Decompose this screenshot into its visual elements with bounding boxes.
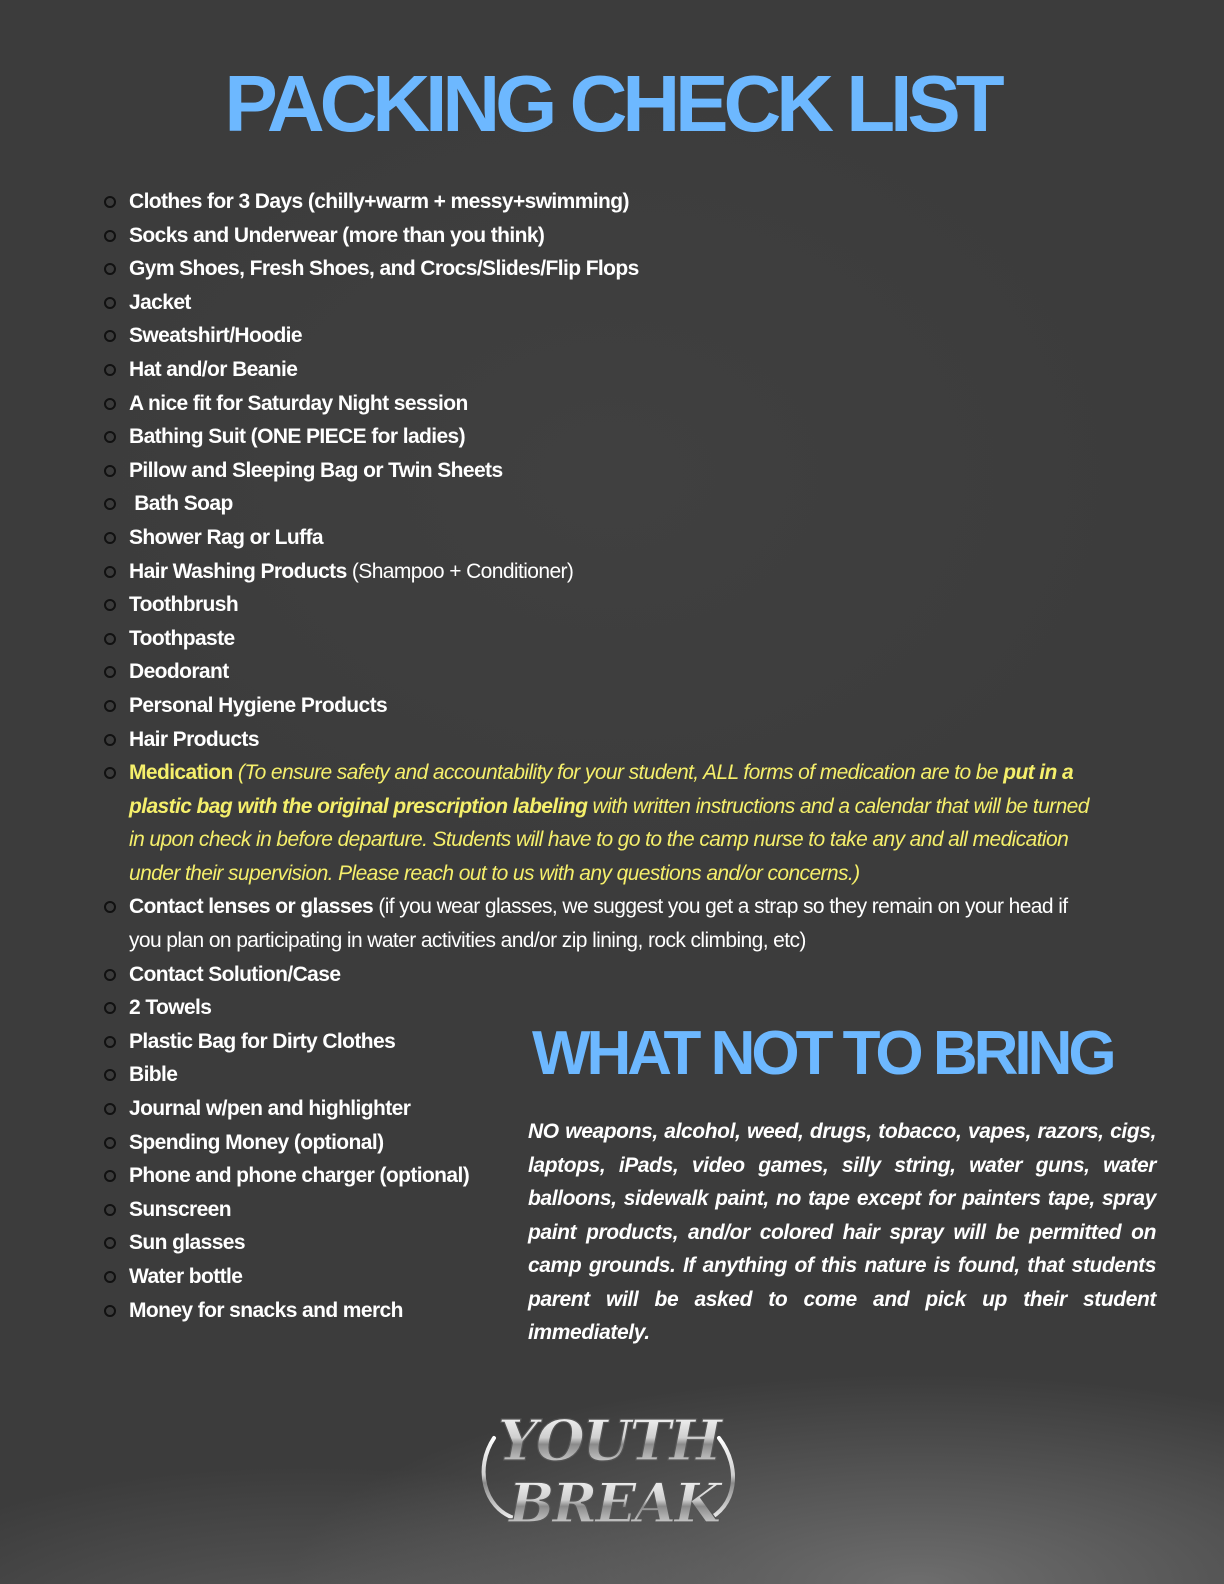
contact-lenses-item <box>104 890 1104 957</box>
medication-note-continued: with written instructions and a calendar that will be turned in upon check in before departure. Students will have to go to the camp nurse to take any and all medication under their supervision. Please reach out to us with any questions and/or concerns.) <box>129 794 1089 885</box>
item-label: Bible <box>129 1063 178 1087</box>
youth-break-logo <box>474 1398 744 1538</box>
list-item <box>104 353 1104 387</box>
circle-bullet-icon <box>104 599 116 611</box>
list-item <box>104 185 1104 219</box>
list-item <box>104 319 1104 353</box>
item-label: Personal Hygiene Products <box>129 693 388 717</box>
list-item <box>104 286 1104 320</box>
circle-bullet-icon <box>104 901 116 913</box>
item-label: Journal w/pen and highlighter <box>129 1097 411 1121</box>
what-not-to-bring-text: NO weapons, alcohol, weed, drugs, tobacco, vapes, razors, cigs, laptops, iPads, video games, silly string, water guns, water balloons, sidewalk paint, no tape except for painters tape, spray paint products, and/or colored hair spray will be permitted on camp grounds. If anything of this nature is found, that students parent will be asked to come and pick up their student immediately. <box>528 1120 1156 1344</box>
circle-bullet-icon <box>104 1170 116 1182</box>
item-label: Contact Solution/Case <box>129 962 341 986</box>
circle-bullet-icon <box>104 1103 116 1115</box>
circle-bullet-icon <box>104 196 116 208</box>
circle-bullet-icon <box>104 431 116 443</box>
item-label: Sun glasses <box>129 1231 245 1255</box>
item-label: Contact lenses or glasses <box>129 895 374 919</box>
item-label: Plastic Bag for Dirty Clothes <box>129 1029 396 1053</box>
item-label: A nice fit for Saturday Night session <box>129 391 468 415</box>
item-label: Money for snacks and merch <box>129 1298 403 1322</box>
item-label: Sunscreen <box>129 1197 231 1221</box>
circle-bullet-icon <box>104 666 116 678</box>
item-label: Bathing Suit (ONE PIECE for ladies) <box>129 425 466 449</box>
circle-bullet-icon <box>104 1036 116 1048</box>
list-item <box>104 622 1104 656</box>
circle-bullet-icon <box>104 1271 116 1283</box>
list-item <box>104 555 1104 589</box>
circle-bullet-icon <box>104 969 116 981</box>
circle-bullet-icon <box>104 1204 116 1216</box>
circle-bullet-icon <box>104 1305 116 1317</box>
circle-bullet-icon <box>104 465 116 477</box>
logo-line-1: YOUTH <box>497 1408 721 1474</box>
item-note: (if you wear glasses, we suggest you get a strap so they remain on your head if you plan on participating in water activities and/or zip lining, rock climbing, etc) <box>129 895 1068 953</box>
circle-bullet-icon <box>104 1137 116 1149</box>
list-item <box>104 420 1104 454</box>
item-label: Toothpaste <box>129 626 235 650</box>
item-label: Hat and/or Beanie <box>129 357 298 381</box>
circle-bullet-icon <box>104 767 116 779</box>
circle-bullet-icon <box>104 330 116 342</box>
circle-bullet-icon <box>104 734 116 746</box>
medication-item <box>104 756 1104 890</box>
item-label: Sweatshirt/Hoodie <box>129 324 302 348</box>
list-item <box>104 487 1104 521</box>
circle-bullet-icon <box>104 364 116 376</box>
circle-bullet-icon <box>104 230 116 242</box>
page-title: PACKING CHECK LIST <box>224 59 1000 148</box>
list-item <box>104 252 1104 286</box>
circle-bullet-icon <box>104 1069 116 1081</box>
list-item <box>104 723 1104 757</box>
list-item <box>104 588 1104 622</box>
circle-bullet-icon <box>104 297 116 309</box>
item-label: Bath Soap <box>129 492 233 516</box>
item-label: Shower Rag or Luffa <box>129 525 323 549</box>
circle-bullet-icon <box>104 700 116 712</box>
item-label: Hair Products <box>129 727 259 751</box>
item-label: Toothbrush <box>129 593 239 617</box>
what-not-to-bring-heading: WHAT NOT TO BRING <box>532 1019 1113 1088</box>
circle-bullet-icon <box>104 398 116 410</box>
circle-bullet-icon <box>104 633 116 645</box>
item-label: Phone and phone charger (optional) <box>129 1164 470 1188</box>
circle-bullet-icon <box>104 532 116 544</box>
list-item <box>104 655 1104 689</box>
list-item <box>104 958 629 992</box>
medication-emphasis: put in a plastic bag with the original prescription labeling <box>129 761 1074 818</box>
medication-note: (To ensure safety and accountability for your student, ALL forms of medication are to be <box>232 761 1004 785</box>
item-label: Jacket <box>129 290 191 314</box>
list-item <box>104 454 1104 488</box>
circle-bullet-icon <box>104 1002 116 1014</box>
item-label: Spending Money (optional) <box>129 1130 384 1154</box>
item-label: Water bottle <box>129 1265 243 1288</box>
list-item <box>104 387 1104 421</box>
circle-bullet-icon <box>104 566 116 578</box>
list-item <box>104 689 1104 723</box>
logo-line-2: BREAK <box>508 1471 720 1535</box>
item-label: Deodorant <box>129 660 229 684</box>
list-item <box>104 219 1104 253</box>
medication-label: Medication <box>129 761 233 785</box>
item-label: 2 Towels <box>129 996 212 1020</box>
circle-bullet-icon <box>104 498 116 510</box>
item-label: Gym Shoes, Fresh Shoes, and Crocs/Slides/Flip Flops <box>129 257 639 281</box>
list-item <box>104 521 1104 555</box>
item-label: Pillow and Sleeping Bag or Twin Sheets <box>129 458 503 482</box>
circle-bullet-icon <box>104 263 116 275</box>
item-label: Clothes for 3 Days (chilly+warm + messy+swimming) <box>129 190 629 213</box>
circle-bullet-icon <box>104 1237 116 1249</box>
item-note: (Shampoo + Conditioner) <box>346 559 574 583</box>
item-label: Socks and Underwear (more than you think) <box>129 223 545 247</box>
item-label: Hair Washing Products <box>129 559 347 583</box>
